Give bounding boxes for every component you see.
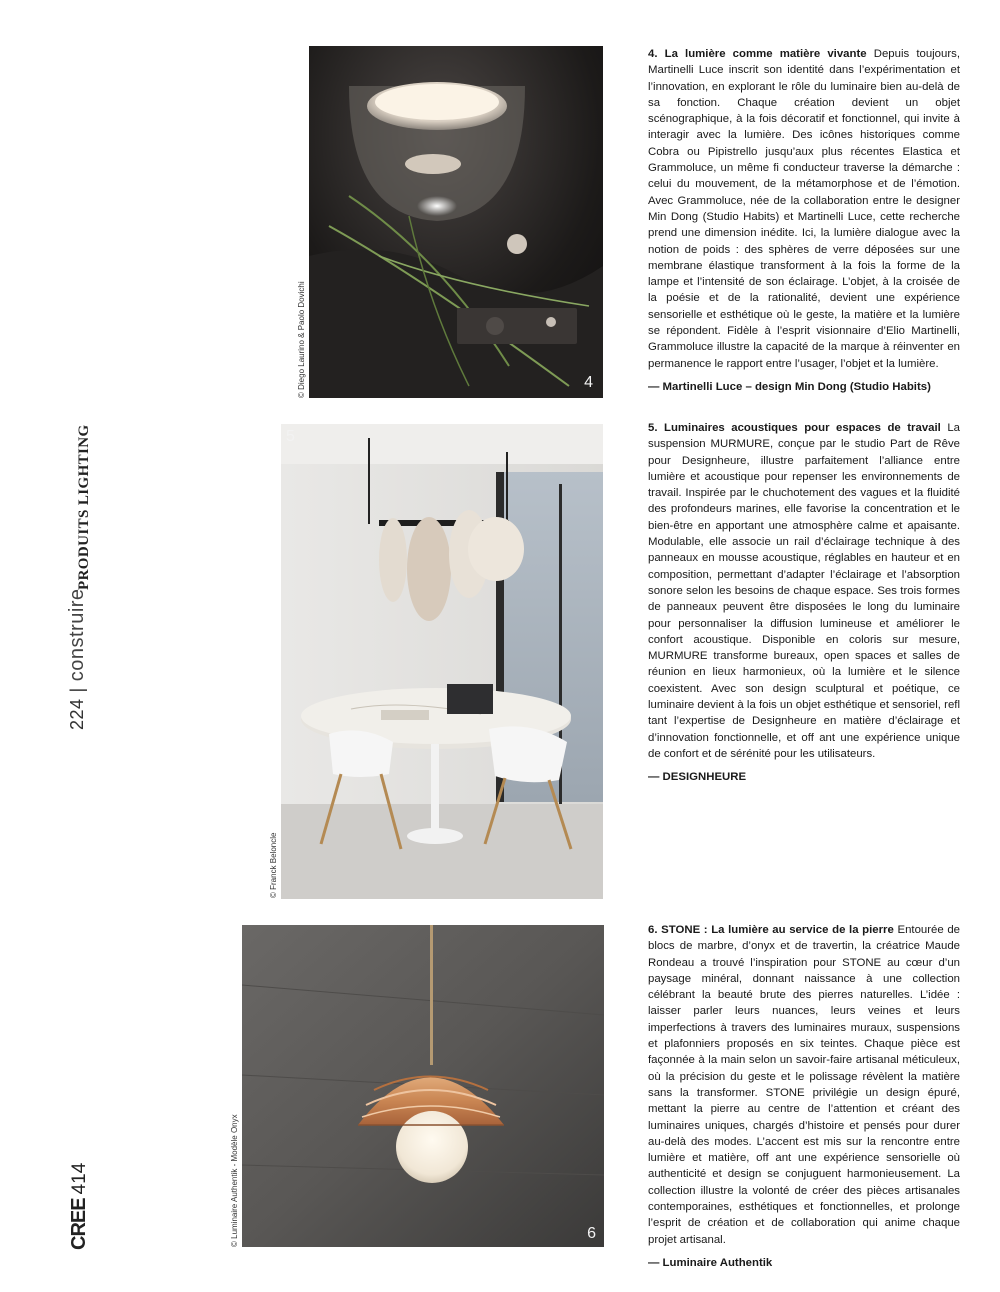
magazine-logo: CREE xyxy=(68,1198,90,1250)
photo-grammoluce xyxy=(309,46,603,398)
article-4 xyxy=(648,46,960,395)
article-heading: 5. Luminaires acoustiques pour espaces de travail xyxy=(648,422,941,434)
article-6 xyxy=(648,922,960,1271)
folio-separator: | xyxy=(67,687,87,693)
photo-credit: © Franck Beloncle xyxy=(269,832,278,898)
article-body: La suspension MURMURE, conçue par le studio Part de Rêve pour Designheure, illustre parfaitement l’alliance entre lumière et acoustique pour repenser les environnements de travail. Inspirée par le chuchotement des vagues et la fluidité des profondeurs marines, elle favorise la concentration et le bien-être en apportant une atmosphère calme et apaisante. Modulable, elle associe un rail d’éclairage technique à des panneaux en mousse acoustique, réglables en hauteur et en composition, permettant d’adapter l’éclairage et l’absorption sonore selon les besoins de chaque espace. Ses trois formes de panneaux peuvent être disposées le long du luminaire pour personnaliser la diffusion lumineuse et améliorer le confort acoustique. Disponible en coloris sur mesure, MURMURE transforme bureaux, open spaces et salles de réunion en lieux harmonieux, où la lumière et le silence coexistent. Avec son design sculptural et poétique, ce luminaire devient à la fois un objet esthétique et sensoriel, refl tant l’expertise de Designheure en matière d’éclairage et d’innovation fonctionnelle, et off ant une expérience unique de confort et de sérénité pour les utilisateurs. xyxy=(648,422,960,760)
image-number: 5 xyxy=(286,428,295,445)
article-signature: — DESIGNHEURE xyxy=(648,771,747,784)
photo-credit: © Diego Laurino & Paolo Dovichi xyxy=(297,281,306,398)
article-heading: 6. STONE : La lumière au service de la pierre xyxy=(648,924,894,936)
article-body: Depuis toujours, Martinelli Luce inscrit son identité dans l’expérimentation et l’innovation, en explorant le rôle du luminaire bien au-delà de sa fonction. Chaque création devient un objet scénographique, à la fois décoratif et fonctionnel, qui invite à interagir avec la lumière. Des icônes historiques comme Cobra ou Pipistrello jusqu’aux plus récentes Elastica et Grammoluce, un même fi conducteur traverse la démarche : celui du mouvement, de la métamorphose et de l’émotion. Avec Grammoluce, née de la collaboration entre le designer Min Dong (Studio Habits) et Martinelli Luce, cette recherche prend une dimension inédite. Ici, la lumière dialogue avec la notion de poids : des sphères de verre déposées sur une membrane élastique transforment à la fois la forme de la lampe et l’intensité de son éclairage. L’objet, à la croisée de la poésie et de la rationalité, devient une expérience sensorielle et esthétique où le geste, la matière et la lumière se répondent. Fidèle à l’esprit visionnaire d’Elio Martinelli, Grammoluce illustre la capacité de la marque à réinventer en permanence le rapport entre l’usager, l’objet et la lumière. xyxy=(648,48,961,370)
photo-credit: © Luminaire Authentik - Modèle Onyx xyxy=(230,1114,239,1247)
image-number: 4 xyxy=(584,374,593,391)
article-paragraph xyxy=(648,420,960,762)
issue-number: 414 xyxy=(69,1162,90,1195)
stone-pendant-illustration xyxy=(242,925,604,1247)
magazine-section: construire xyxy=(66,588,88,682)
article-5 xyxy=(648,420,960,786)
article-signature: — Luminaire Authentik xyxy=(648,1256,773,1269)
photo-stone xyxy=(242,925,604,1247)
murmure-room-illustration xyxy=(281,424,603,899)
article-heading: 4. La lumière comme matière vivante xyxy=(648,48,867,60)
article-paragraph xyxy=(648,922,960,1248)
grammoluce-lamp-illustration xyxy=(309,46,603,398)
page-folio xyxy=(66,588,89,730)
article-body: Entourée de blocs de marbre, d’onyx et de travertin, la créatrice Maude Rondeau a trouvé l’inspiration pour STONE au cœur d’un paysage minéral, donnant naissance à une collection célébrant la beauté brute des pierres naturelles. L’idée : laisser parler leurs nuances, leurs veines et leurs imperfections à travers des luminaires muraux, suspensions et plafonniers proposés en six teintes. Chaque pièce est façonnée à la main selon un savoir-faire artisanal méticuleux, où la précision du geste et le polissage révèlent la matière sans la transformer. STONE privilégie un design épuré, mettant la pierre au centre de l’attention et créant des luminaires uniques, chargés d’histoire et pensés pour durer au-delà des modes. L’accent est mis sur la rencontre entre lumière et matière, off ant une expérience sensorielle où authenticité et design se conjuguent harmonieusement. La collection illustre la volonté de créer des pièces artisanales contemporaines, esthétiques et fonctionnelles, et prolonge l’esprit de création et de collaboration qui anime chaque projet artisanal. xyxy=(648,924,960,1246)
photo-murmure xyxy=(281,424,603,899)
article-signature: — Martinelli Luce – design Min Dong (Studio Habits) xyxy=(648,380,931,393)
page-number: 224 xyxy=(67,698,87,730)
issue-tag xyxy=(68,1163,91,1250)
category-label: PRODUITS LIGHTING xyxy=(76,424,92,590)
article-paragraph xyxy=(648,46,960,372)
image-number: 6 xyxy=(587,1225,596,1242)
